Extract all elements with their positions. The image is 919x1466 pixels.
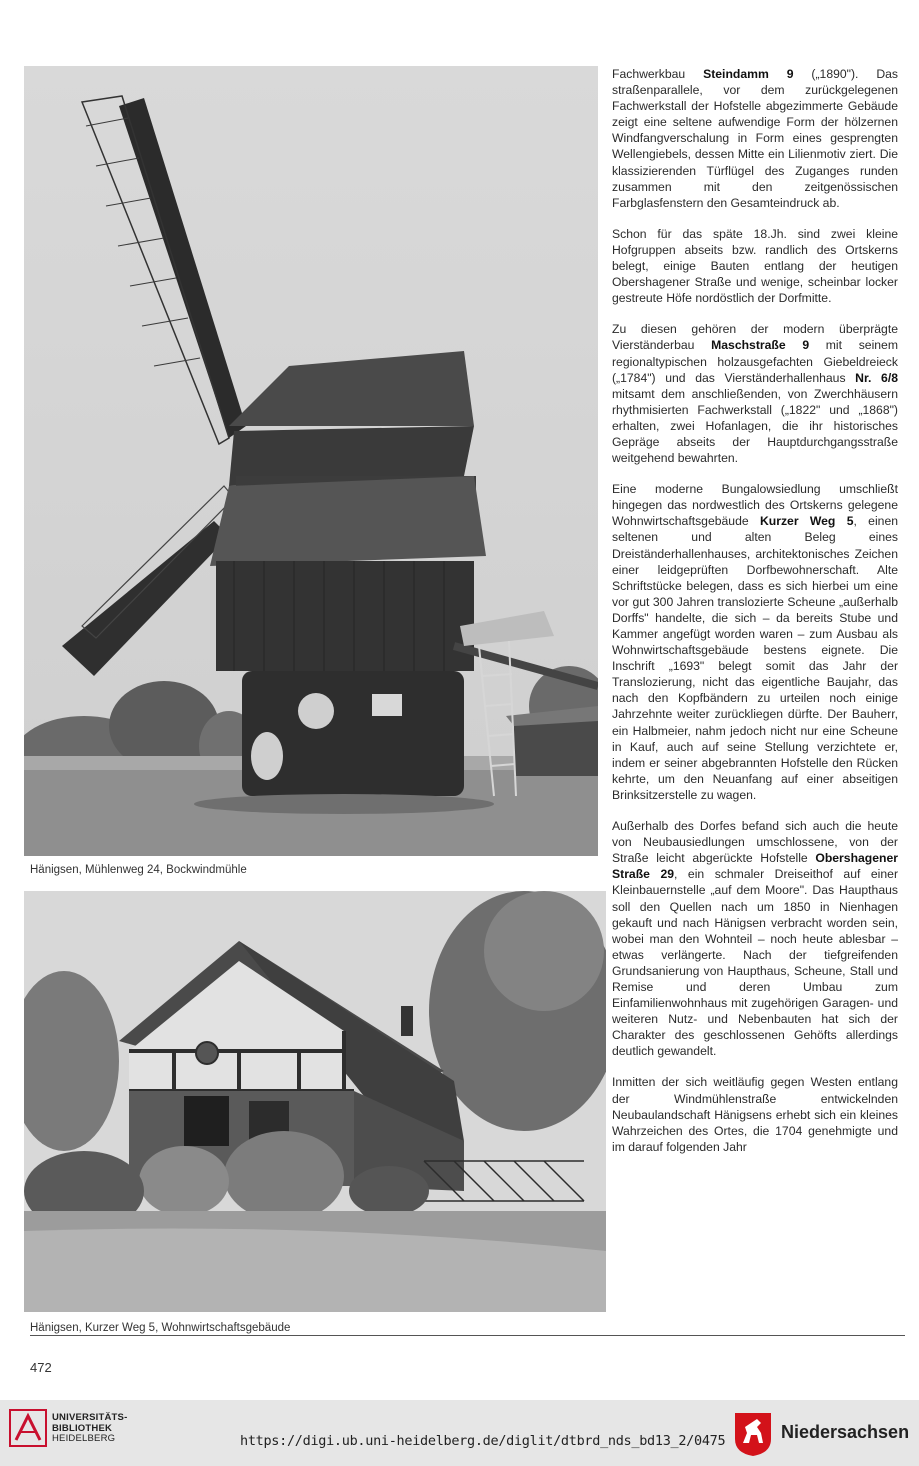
address-highlight: Maschstraße 9 <box>711 338 810 353</box>
ub-line2: BIBLIOTHEK <box>52 1422 113 1434</box>
niedersachsen-label[interactable]: Niedersachsen <box>781 1422 910 1442</box>
ub-heidelberg-name <box>52 1413 127 1445</box>
caption-photo2: Hänigsen, Kurzer Weg 5, Wohnwirtschaftsgebäude <box>30 1322 291 1334</box>
address-highlight: Steindamm 9 <box>703 67 794 81</box>
page-number: 472 <box>30 1360 52 1375</box>
permalink-url[interactable]: https://digi.ub.uni-heidelberg.de/diglit/dtbrd_nds_bd13_2/0475 <box>240 1433 726 1449</box>
ub-line1: UNIVERSITÄTS- <box>52 1412 128 1423</box>
text-run: , ein schmaler Dreiseithof auf einer Kleinbauernstelle „auf dem Moore". Das Haupthaus soll den Quellen nach um 1850 in Nienhagen gekauft und nach Hänigsen verbracht worden sein, wobei man den Wohnteil – noch heute ablesbar – etwas verlängerte. Nach der tiefgreifenden Grundsanierung von Haupthaus, Scheune, Stall und Remise und deren Umbau zum Einfamilienwohnhaus mit zugehörigen Garagen- und weiteren Nutz- und Nebenbauten hat sich der Charakter des geschlossenen Gehöfts allerdings deutlich gewandelt. <box>612 867 898 1059</box>
text-run: Zu diesen gehören der modern überprägte Vierständerbau <box>612 322 898 353</box>
niedersachsen-horse-logo-icon[interactable] <box>733 1411 773 1457</box>
footer-bar <box>0 1400 919 1466</box>
body-paragraph <box>612 481 898 803</box>
text-run: mit seinem regionaltypischen holzausgefachten Giebeldreieck („1784") und das Vierständerhallenhaus <box>612 338 898 385</box>
text-column <box>612 66 898 1170</box>
text-run: mitsamt dem anschließenden, von Zwerchhäusern rhythmisierten Fachwerkstall („1822" und „1868") erhalten, zwei Hofanlagen, die ihr historisches Gepräge abseits der Hauptdurchgangsstraße weitgehend bewahrten. <box>612 386 898 466</box>
address-highlight: Obershagener Straße 29 <box>612 851 898 882</box>
windmill-illustration <box>24 66 598 856</box>
caption-photo1: Hänigsen, Mühlenweg 24, Bockwindmühle <box>30 864 247 876</box>
body-paragraph <box>612 1074 898 1154</box>
text-run: , einen seltenen und alten Beleg eines Dreiständerhallenhauses, architektonisches Zeichen einer leidgeprüften Dorfbewohnerschaft. Alte Schriftstücke belegen, dass es sich hierbei um eine vor gut 300 Jahren translozierte Scheune „außerhalb Dorffs" handelte, die sich – da bereits Stube und Kammer angefügt worden waren – zum Ausbau als Wohnwirtschaftsgebäude bestens eignete. Die Inschrift „1693" belegt somit das Jahr der Translozierung, nicht das eigentliche Baujahr, das nach den Kopfbändern zu urteilen noch einige Jahrzehnte weiter zurückliegen dürfte. Der Bauherr, ein Halbmeier, nahm jedoch nicht nur eine Scheune in Kauf, auch auf seine Stellung verzichtete er, indem er seiner abgebrannten Hofstelle den Rücken kehrte, um den Neuanfang auf einer abseitigen Brinksitzerstelle zu wagen. <box>612 514 899 802</box>
photo-windmill <box>24 66 598 856</box>
body-paragraph <box>612 321 898 466</box>
text-run: Fachwerkbau <box>612 67 704 81</box>
photo-half-timbered-house <box>24 891 606 1312</box>
body-paragraph <box>612 818 898 1059</box>
address-highlight: Kurzer Weg 5 <box>759 514 854 529</box>
ub-heidelberg-logo-icon[interactable] <box>8 1408 48 1448</box>
text-run: Eine moderne Bungalowsiedlung umschließt hingegen das nordwestlich des Ortskerns gelegene Wohnwirtschaftsgebäude <box>612 482 898 529</box>
house-illustration <box>24 891 606 1312</box>
text-run: („1890"). Das straßenparallele, vor dem zurückgelegenen Fachwerkstall der Hofstelle abgezimmerte Gebäude zeigt eine seltene aufwendige Form der hölzernen Windfangverschalung in Form eines gesprengten Wellengiebels, dessen Mitte ein Lilienmotiv ziert. Die klassizierenden Türflügel des Zuganges runden zusammen mit den zeitgenössischen Farbglasfenstern den Gesamteindruck ab. <box>612 67 899 210</box>
text-run: Außerhalb des Dorfes befand sich auch die heute von Neubausiedlungen umschlossene, von der Straße leicht abgerückte Hofstelle <box>612 819 898 866</box>
text-run: Inmitten der sich weitläufig gegen Westen entlang der Windmühlenstraße entwickelnden Neubaulandschaft Hänigsens erhebt sich ein kleines Wahrzeichen des Ortes, die 1704 genehmigte und im darauf folgenden Jahr <box>612 1075 898 1154</box>
body-paragraph <box>612 66 898 211</box>
body-paragraph <box>612 226 898 306</box>
ub-line3: HEIDELBERG <box>52 1433 116 1444</box>
text-run: Schon für das späte 18.Jh. sind zwei kleine Hofgruppen abseits bzw. randlich des Ortskerns belegt, einige Bauten entlang der heutigen Obershagener Straße und wenige, scheinbar locker gestreute Höfe nordöstlich der Dorfmitte. <box>612 226 898 306</box>
address-highlight: Nr. 6/8 <box>855 370 898 385</box>
bottom-rule <box>30 1335 905 1336</box>
